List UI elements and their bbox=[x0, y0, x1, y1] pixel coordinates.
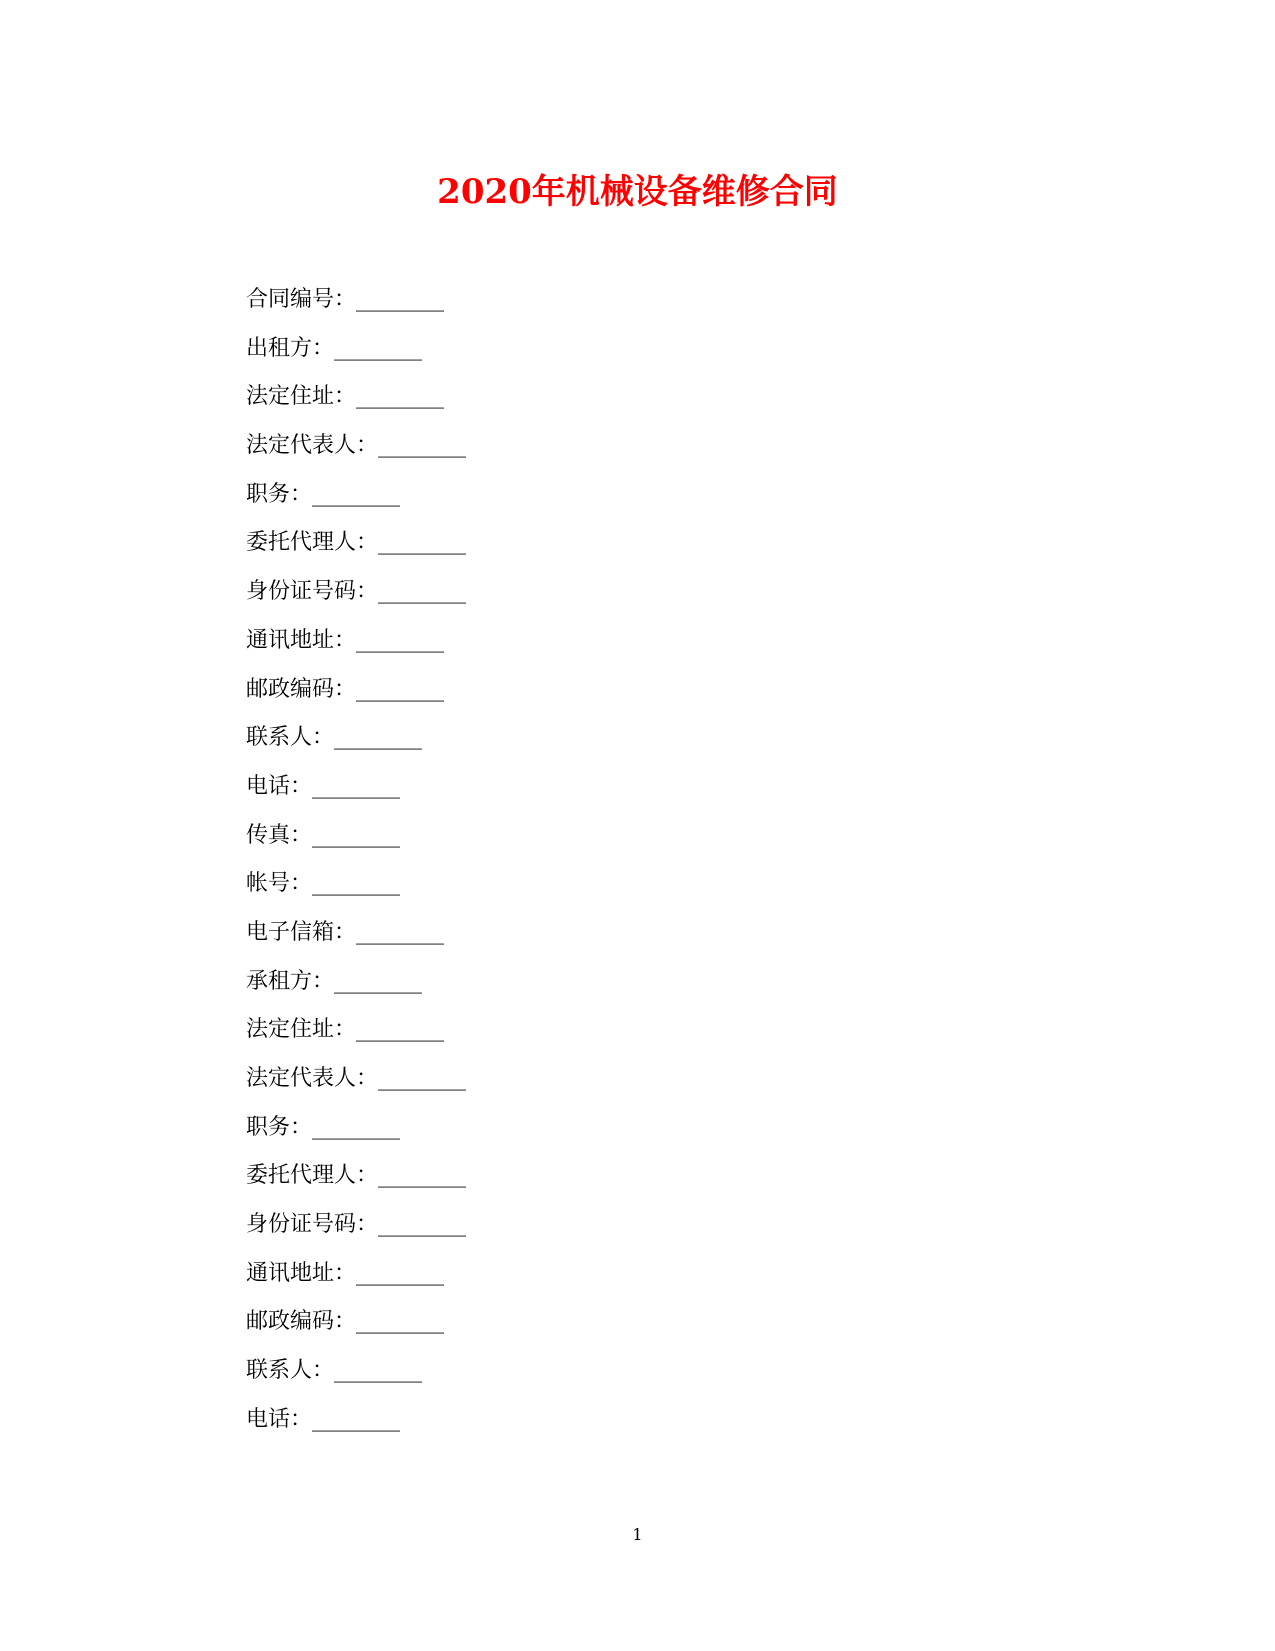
contract-field-row bbox=[246, 577, 1046, 626]
field-label: 通讯地址： bbox=[246, 627, 357, 653]
field-label: 法定住址： bbox=[246, 384, 357, 410]
field-blank-line: ________ bbox=[356, 919, 445, 945]
contract-field-row bbox=[246, 918, 1046, 967]
field-blank-line: ________ bbox=[356, 676, 445, 702]
field-blank-line: ________ bbox=[334, 725, 423, 751]
field-blank-line: ________ bbox=[356, 384, 445, 410]
field-label: 邮政编码： bbox=[246, 1309, 357, 1335]
contract-field-row bbox=[246, 967, 1046, 1016]
contract-field-row bbox=[246, 1064, 1046, 1113]
field-blank-line: ________ bbox=[312, 481, 401, 507]
field-blank-line: ________ bbox=[378, 1066, 467, 1091]
contract-field-row bbox=[246, 1015, 1046, 1064]
field-label: 传真： bbox=[246, 822, 313, 848]
contract-field-row bbox=[246, 772, 1046, 821]
contract-field-row bbox=[246, 1161, 1046, 1210]
contract-field-row bbox=[246, 480, 1046, 529]
document-title: 2020年机械设备维修合同 bbox=[437, 172, 838, 212]
field-label: 出租方： bbox=[246, 335, 335, 361]
field-blank-line: ________ bbox=[312, 1114, 401, 1140]
contract-field-row bbox=[246, 1356, 1046, 1405]
field-label: 法定住址： bbox=[246, 1017, 357, 1043]
field-label: 合同编号： bbox=[246, 287, 357, 312]
field-blank-line: ________ bbox=[312, 773, 401, 799]
contract-field-row bbox=[246, 382, 1046, 431]
field-blank-line: ________ bbox=[356, 287, 445, 312]
contract-field-row bbox=[246, 869, 1046, 918]
contract-field-row bbox=[246, 1259, 1046, 1308]
contract-field-row bbox=[246, 1113, 1046, 1162]
contract-field-row bbox=[246, 1405, 1046, 1454]
field-label: 邮政编码： bbox=[246, 676, 357, 702]
field-label: 通讯地址： bbox=[246, 1260, 357, 1286]
field-label: 身份证号码： bbox=[246, 1212, 379, 1238]
field-label: 电话： bbox=[246, 773, 313, 799]
field-blank-line: ________ bbox=[378, 579, 467, 605]
contract-field-row bbox=[246, 821, 1046, 870]
field-label: 联系人： bbox=[246, 725, 335, 751]
field-label: 电子信箱： bbox=[246, 919, 357, 945]
field-blank-line: ________ bbox=[356, 1017, 445, 1043]
field-label: 承租方： bbox=[246, 968, 335, 994]
contract-field-row bbox=[246, 285, 1046, 334]
field-blank-line: ________ bbox=[334, 1358, 423, 1384]
field-blank-line: ________ bbox=[312, 1406, 401, 1432]
field-label: 法定代表人： bbox=[246, 433, 379, 459]
field-label: 委托代理人： bbox=[246, 530, 379, 556]
field-blank-line: ________ bbox=[334, 335, 423, 361]
field-blank-line: ________ bbox=[334, 968, 423, 994]
field-label: 身份证号码： bbox=[246, 579, 379, 605]
field-blank-line: ________ bbox=[356, 627, 445, 653]
page-number: 1 bbox=[632, 1525, 643, 1544]
field-blank-line: ________ bbox=[312, 822, 401, 848]
field-label: 委托代理人： bbox=[246, 1163, 379, 1189]
field-label: 职务： bbox=[246, 1114, 313, 1140]
contract-field-row bbox=[246, 723, 1046, 772]
field-blank-line: ________ bbox=[356, 1309, 445, 1335]
contract-field-row bbox=[246, 334, 1046, 383]
field-label: 帐号： bbox=[246, 871, 313, 897]
field-blank-line: ________ bbox=[378, 530, 467, 556]
field-label: 职务： bbox=[246, 481, 313, 507]
contract-field-row bbox=[246, 528, 1046, 577]
field-label: 联系人： bbox=[246, 1358, 335, 1384]
contract-field-row bbox=[246, 626, 1046, 675]
contract-field-row bbox=[246, 1210, 1046, 1259]
field-blank-line: ________ bbox=[356, 1260, 445, 1286]
contract-field-row bbox=[246, 1307, 1046, 1356]
field-blank-line: ________ bbox=[312, 871, 401, 897]
field-label: 法定代表人： bbox=[246, 1066, 379, 1091]
field-blank-line: ________ bbox=[378, 433, 467, 459]
contract-field-row bbox=[246, 675, 1046, 724]
field-blank-line: ________ bbox=[378, 1212, 467, 1238]
contract-field-list bbox=[246, 285, 1046, 1454]
field-blank-line: ________ bbox=[378, 1163, 467, 1189]
contract-field-row bbox=[246, 431, 1046, 480]
field-label: 电话： bbox=[246, 1406, 313, 1432]
